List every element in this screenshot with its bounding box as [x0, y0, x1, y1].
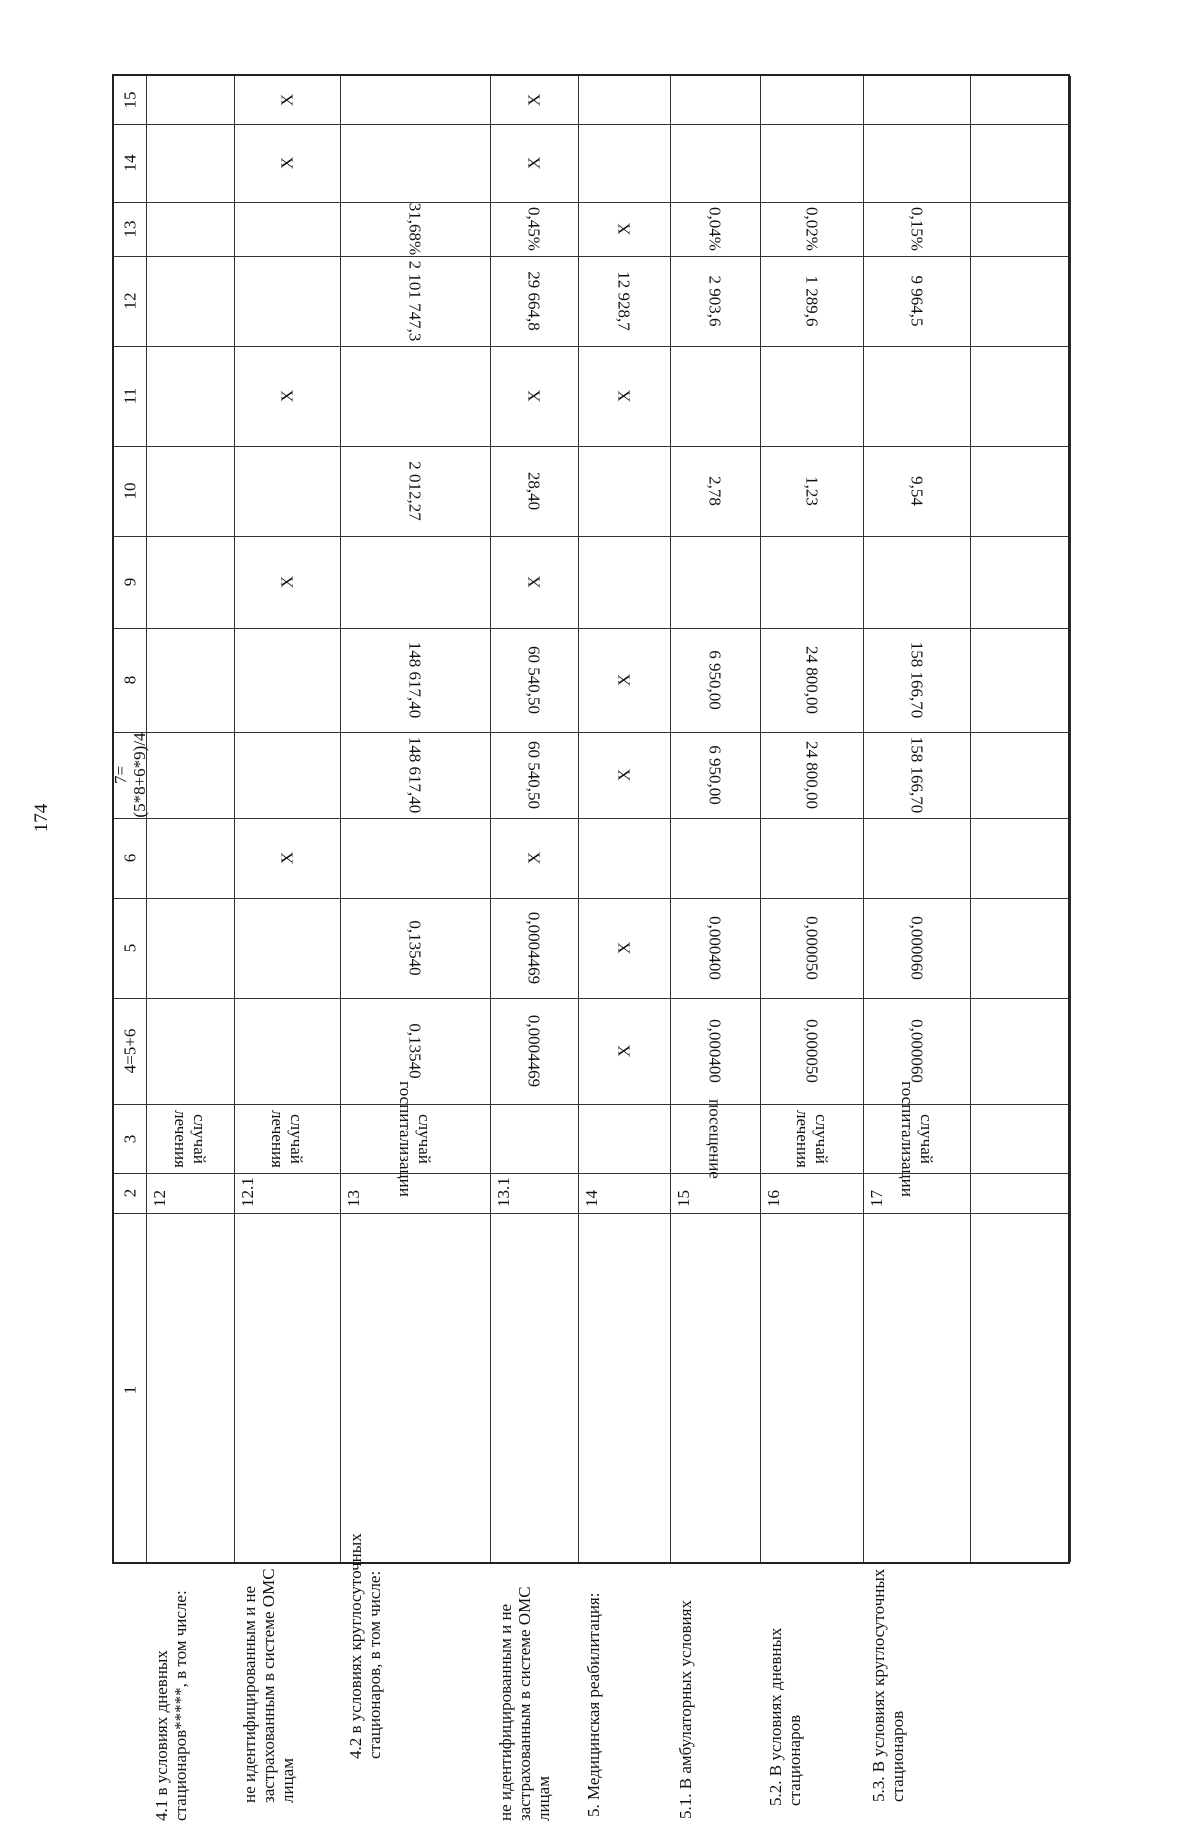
cell-c12-text: 9 964,5 [907, 275, 926, 327]
row-code-text: 14 [582, 1190, 601, 1207]
row-name-text: 4.1 в условиях дневных стационаров*****, в том числе: [152, 1590, 190, 1821]
cell-c15 [146, 76, 234, 124]
cell-c12-text: 2 903,6 [705, 275, 725, 327]
cell-c4-text: 0,13540 [405, 1023, 425, 1079]
cell-c4 [760, 998, 863, 1104]
cell-c6 [670, 818, 760, 898]
row-unit [670, 1098, 760, 1179]
cell-c9 [490, 536, 578, 628]
cell-c14 [234, 124, 340, 202]
cell-c11 [490, 346, 578, 446]
cell-c12 [146, 256, 234, 346]
header-c3-text: 3 [120, 1134, 140, 1143]
cell-c10-text: 2 012,27 [405, 461, 425, 521]
cell-c9-text: X [277, 575, 297, 589]
cell-c12 [490, 256, 578, 346]
cell-c4 [490, 998, 578, 1104]
cell-c12 [340, 256, 490, 346]
cell-c4 [234, 998, 340, 1104]
cell-c8 [146, 628, 234, 732]
cell-c15 [760, 76, 863, 124]
cell-c6 [234, 818, 340, 898]
header-c13-text: 13 [120, 220, 140, 238]
cell-c7-text: 60 540,50 [524, 741, 544, 809]
cell-c12-text: 29 664,8 [524, 271, 544, 331]
row-unit [490, 1104, 578, 1173]
header-c6 [114, 818, 146, 898]
cell-c13-text: 0,02% [802, 207, 821, 251]
cell-c6 [863, 818, 970, 898]
cell-c5-text: 0,000060 [907, 916, 926, 980]
cell-c7 [234, 732, 340, 818]
row-name-text: не идентифицированным и не застрахованным в системе ОМС лицам [496, 1586, 553, 1821]
cell-c12 [670, 256, 760, 346]
cell-c7 [670, 732, 760, 818]
row-unit [146, 1104, 234, 1173]
header-c10 [114, 446, 146, 536]
row-name [234, 1213, 340, 1803]
cell-c4 [670, 998, 760, 1104]
cell-c11 [340, 346, 490, 446]
header-c8 [114, 628, 146, 732]
cell-c7-text: X [614, 768, 634, 782]
header-c11 [114, 346, 146, 446]
row-name-text: 5.1. В амбулаторных условиях [676, 1600, 695, 1819]
cell-c10 [234, 446, 340, 536]
cell-c10 [146, 446, 234, 536]
row-unit-text: случай госпитализации [396, 1080, 434, 1197]
cell-c4 [146, 998, 234, 1104]
row-unit-text: случай лечения [792, 1109, 831, 1168]
header-c1 [114, 1213, 146, 1566]
cell-c15 [863, 76, 970, 124]
cell-c13 [760, 202, 863, 256]
cell-c6 [490, 818, 578, 898]
header-c2 [114, 1173, 146, 1213]
cell-c4-text: 0,000050 [802, 1019, 821, 1083]
cell-c5 [146, 898, 234, 998]
cell-c9 [863, 536, 970, 628]
header-c2-text: 2 [120, 1188, 140, 1198]
cell-c7 [490, 732, 578, 818]
cell-c6 [760, 818, 863, 898]
cell-c13-text: 0,04% [705, 207, 725, 251]
cell-c13 [578, 202, 670, 256]
cell-c10-text: 28,40 [524, 471, 544, 511]
header-c4 [114, 998, 146, 1104]
cell-c15 [234, 76, 340, 124]
row-name [578, 1213, 670, 1817]
cell-c14-text: X [277, 156, 297, 170]
cell-c13 [670, 202, 760, 256]
cell-c5 [340, 898, 490, 998]
cell-c11-text: X [614, 389, 634, 403]
row-name [760, 1213, 863, 1806]
cell-c14 [490, 124, 578, 202]
cell-c8 [863, 628, 970, 732]
cell-c5-text: 0,000050 [802, 916, 821, 980]
cell-c7 [340, 732, 490, 818]
cell-c12 [234, 256, 340, 346]
cell-c4-text: X [614, 1044, 634, 1058]
header-c5 [114, 898, 146, 998]
header-c4-text: 4=5+6 [120, 1028, 140, 1074]
cell-c8-text: 158 166,70 [907, 641, 926, 719]
cell-c5 [490, 898, 578, 998]
cell-c14-text: X [524, 156, 544, 170]
cell-c11 [234, 346, 340, 446]
row-name-text: 5.3. В условиях круглосуточных стационаров [869, 1568, 907, 1802]
cell-c7-text: 148 617,40 [405, 736, 425, 814]
row-code-text: 12 [150, 1190, 169, 1207]
cell-c15 [490, 76, 578, 124]
cell-c11 [760, 346, 863, 446]
cell-c8-text: X [614, 673, 634, 687]
cell-c6-text: X [277, 851, 297, 865]
header-c7 [111, 732, 149, 818]
cell-c5-text: 0,0004469 [524, 911, 544, 985]
header-c12 [114, 256, 146, 346]
cell-c13 [234, 202, 340, 256]
row-unit [578, 1104, 670, 1173]
header-c6-text: 6 [120, 853, 140, 863]
row-code [863, 1173, 970, 1213]
page-number: 174 [31, 803, 52, 833]
cell-c13-text: 0,45% [524, 207, 544, 251]
cell-c4-text: 0,000060 [907, 1019, 926, 1083]
header-c9 [114, 536, 146, 628]
cell-c13 [490, 202, 578, 256]
cell-c10-text: 9,54 [907, 476, 926, 506]
cell-c5-text: 0,13540 [405, 920, 425, 976]
cell-c8-text: 148 617,40 [405, 641, 425, 719]
header-c3 [114, 1104, 146, 1173]
row-code-text: 12.1 [238, 1177, 257, 1207]
header-c5-text: 5 [120, 943, 140, 953]
header-c10-text: 10 [120, 482, 140, 500]
cell-c6 [578, 818, 670, 898]
cell-c15 [340, 76, 490, 124]
cell-c10-text: 2,78 [705, 476, 725, 506]
cell-c11 [863, 346, 970, 446]
row-name-text: не идентифицированным и не застрахованным в системе ОМС лицам [240, 1568, 297, 1803]
header-c15-text: 15 [120, 91, 140, 109]
cell-c13-text: 31,68% [405, 202, 425, 256]
cell-c13 [146, 202, 234, 256]
row-name-text: 5.2. В условиях дневных стационаров [766, 1627, 804, 1806]
cell-c11 [670, 346, 760, 446]
cell-c8 [578, 628, 670, 732]
cell-c14 [670, 124, 760, 202]
row-code [490, 1173, 578, 1213]
row-code-text: 13 [344, 1190, 363, 1207]
row-unit-text: случай лечения [171, 1109, 209, 1168]
cell-c5 [760, 898, 863, 998]
column-divider [1070, 76, 1071, 1562]
cell-c12 [578, 256, 670, 346]
cell-c10-text: 1,23 [802, 476, 821, 506]
cell-c9-text: X [524, 575, 544, 589]
cell-c4 [578, 998, 670, 1104]
row-code-text: 16 [764, 1190, 783, 1207]
header-c1-text: 1 [120, 1385, 140, 1394]
cell-c11 [578, 346, 670, 446]
cell-c6 [146, 818, 234, 898]
column-divider [970, 76, 971, 1562]
cell-c5 [578, 898, 670, 998]
cell-c7 [863, 732, 970, 818]
row-code [670, 1173, 760, 1213]
cell-c9 [234, 536, 340, 628]
cell-c10 [863, 446, 970, 536]
cell-c13-text: X [614, 222, 634, 236]
cell-c14 [760, 124, 863, 202]
cell-c7-text: 158 166,70 [907, 736, 926, 814]
row-code [340, 1173, 490, 1213]
row-unit [760, 1104, 863, 1173]
row-name-text: 5. Медицинская реабилитация: [584, 1592, 603, 1817]
cell-c4-text: 0,000400 [705, 1019, 725, 1083]
cell-c7-text: 24 800,00 [802, 741, 821, 809]
row-unit [340, 1080, 490, 1197]
cell-c8-text: 24 800,00 [802, 646, 821, 714]
cell-c5 [863, 898, 970, 998]
cell-c15-text: X [277, 93, 297, 107]
row-code-text: 15 [674, 1190, 693, 1207]
cell-c8 [234, 628, 340, 732]
cell-c12-text: 1 289,6 [802, 275, 821, 327]
cell-c11-text: X [524, 389, 544, 403]
cell-c8 [760, 628, 863, 732]
header-c7-text: 7= (5*8+6*9)/4 [111, 732, 149, 818]
cell-c7-text: 6 950,00 [705, 745, 725, 805]
cell-c10 [578, 446, 670, 536]
data-table [111, 74, 1070, 1821]
header-c14-text: 14 [120, 154, 140, 172]
row-name-text: 4.2 в условиях круглосуточных стационаров, в том числе: [346, 1533, 384, 1759]
row-unit-text: посещение [705, 1098, 725, 1179]
cell-c5 [670, 898, 760, 998]
row-code-text: 17 [867, 1190, 886, 1207]
cell-c11-text: X [277, 389, 297, 403]
cell-c12-text: 12 928,7 [614, 271, 634, 331]
cell-c8-text: 6 950,00 [705, 650, 725, 710]
row-code [760, 1173, 863, 1213]
cell-c12 [760, 256, 863, 346]
header-c13 [114, 202, 146, 256]
cell-c15-text: X [524, 93, 544, 107]
cell-c5 [234, 898, 340, 998]
row-unit [234, 1104, 340, 1173]
cell-c13-text: 0,15% [907, 207, 926, 251]
header-c12-text: 12 [120, 292, 140, 310]
row-code [146, 1173, 234, 1213]
cell-c14 [863, 124, 970, 202]
row-name [340, 1213, 490, 1759]
header-c11-text: 11 [120, 387, 140, 405]
cell-c15 [670, 76, 760, 124]
cell-c7 [760, 732, 863, 818]
cell-c7 [146, 732, 234, 818]
cell-c8 [670, 628, 760, 732]
cell-c12-text: 2 101 747,3 [405, 260, 425, 342]
cell-c5-text: X [614, 941, 634, 955]
cell-c10 [670, 446, 760, 536]
cell-c6 [340, 818, 490, 898]
row-code [234, 1173, 340, 1213]
cell-c10 [760, 446, 863, 536]
row-name [863, 1213, 970, 1802]
cell-c10 [340, 446, 490, 536]
cell-c9 [340, 536, 490, 628]
row-code-text: 13.1 [494, 1177, 513, 1207]
row-unit [863, 1080, 970, 1197]
cell-c13 [340, 202, 490, 256]
cell-c12 [863, 256, 970, 346]
cell-c8 [340, 628, 490, 732]
cell-c11 [146, 346, 234, 446]
cell-c7 [578, 732, 670, 818]
cell-c4-text: 0,0004469 [524, 1014, 544, 1088]
cell-c14 [340, 124, 490, 202]
cell-c14 [146, 124, 234, 202]
cell-c8-text: 60 540,50 [524, 646, 544, 714]
cell-c15 [578, 76, 670, 124]
cell-c10 [490, 446, 578, 536]
cell-c6-text: X [524, 851, 544, 865]
cell-c14 [578, 124, 670, 202]
header-c15 [114, 76, 146, 124]
row-name [146, 1213, 234, 1821]
header-c14 [114, 124, 146, 202]
cell-c13 [863, 202, 970, 256]
row-unit-text: случай госпитализации [897, 1080, 936, 1197]
cell-c5-text: 0,000400 [705, 916, 725, 980]
cell-c9 [146, 536, 234, 628]
header-c9-text: 9 [120, 577, 140, 587]
cell-c9 [670, 536, 760, 628]
row-unit-text: случай лечения [268, 1109, 306, 1168]
row-name [490, 1213, 578, 1821]
cell-c9 [578, 536, 670, 628]
row-name [670, 1213, 760, 1819]
header-c8-text: 8 [120, 675, 140, 685]
cell-c8 [490, 628, 578, 732]
cell-c9 [760, 536, 863, 628]
row-code [578, 1173, 670, 1213]
